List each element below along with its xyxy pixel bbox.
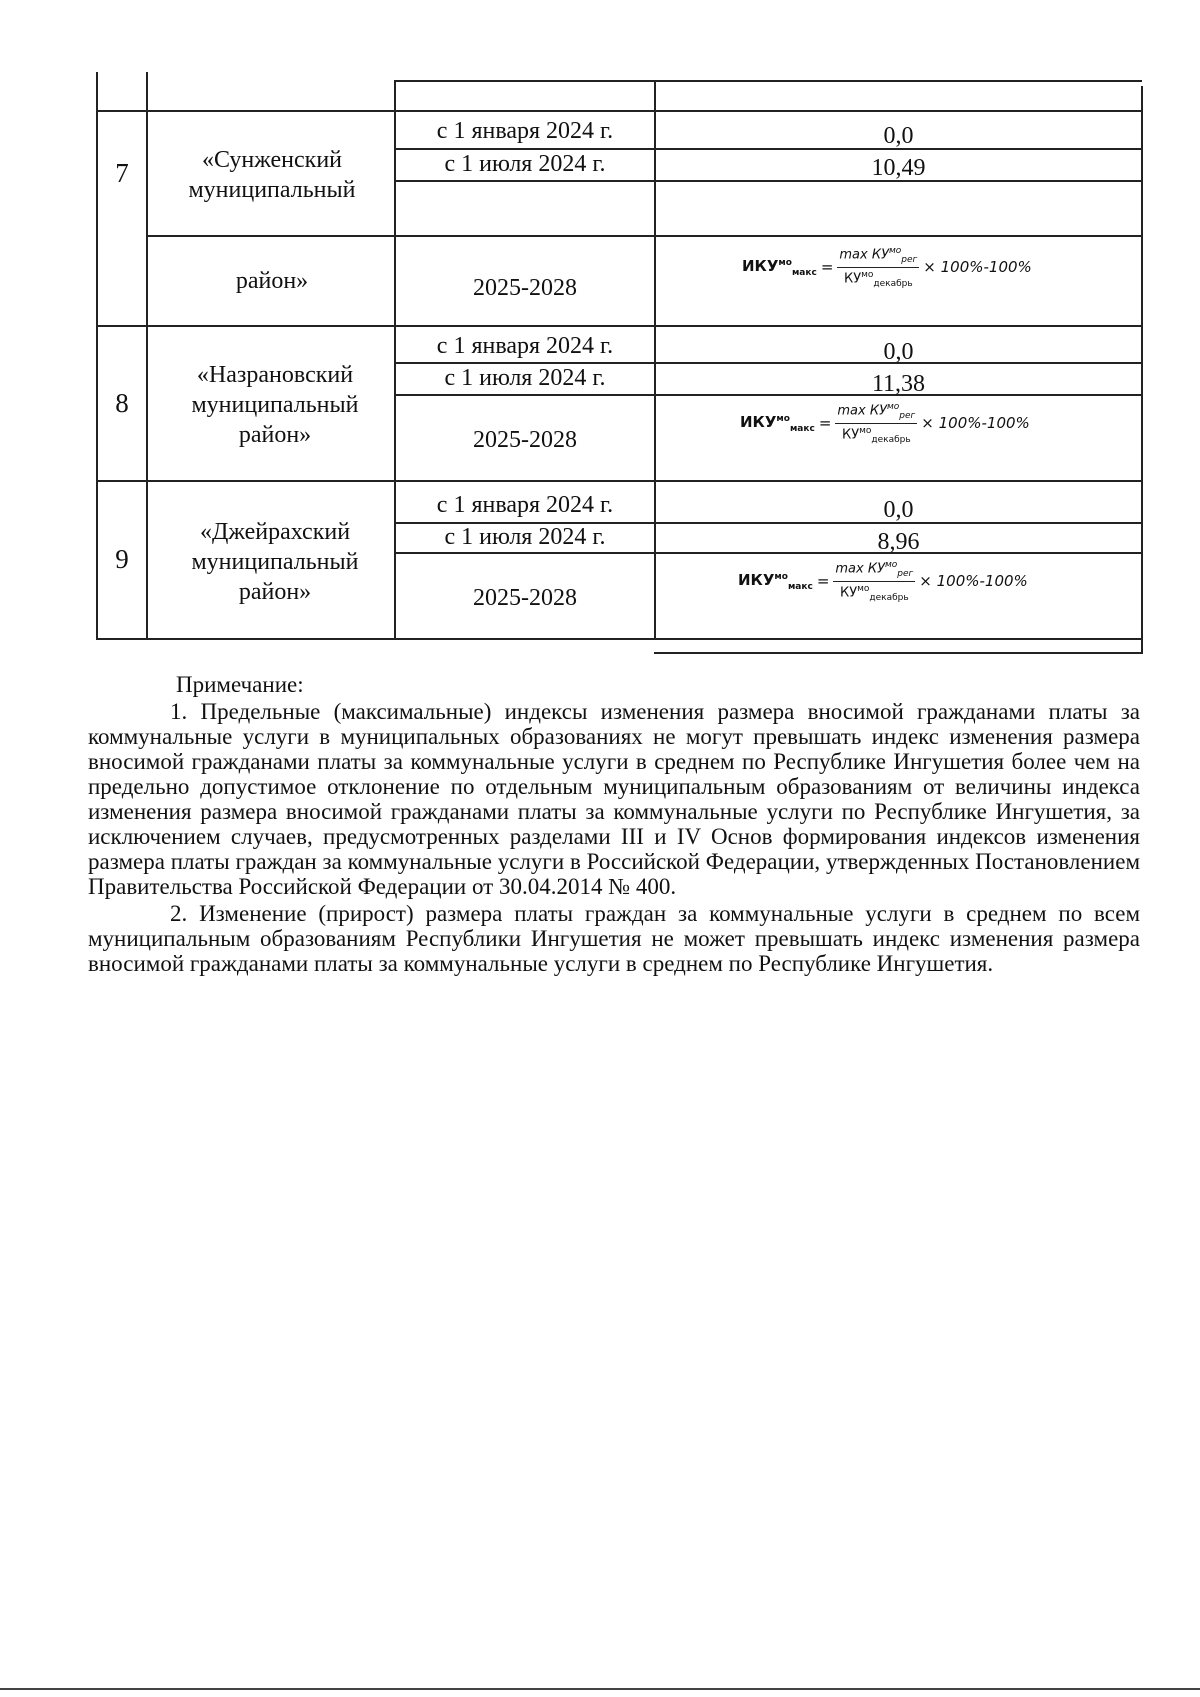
row-8-formula: $ИКУ^{мо}_{макс}$ = $\frac{\max КУ^{мо}_{рег}}{КУ^{мо}_{декабрь}}$ × 100%-100% [740,402,1030,445]
row-9-value-jan: 0,0 [883,497,914,523]
table-border-bottom [96,638,1142,640]
row-9-value-jul: 8,96 [877,529,920,555]
row-8-name: «Назрановский муниципальный район» [191,362,359,448]
row-7-name-continued: район» [235,268,309,294]
table-divider-num [146,72,148,638]
row-9-period-jul: с 1 июля 2024 г. [444,524,606,550]
table-line [654,652,1143,654]
page-bottom-edge [0,1688,1200,1690]
table-border-right [1141,86,1143,654]
row-8-period-jul: с 1 июля 2024 г. [444,365,606,391]
row-7-value-jan: 0,0 [883,123,914,149]
note-section [88,672,1140,976]
row-8-value-jan: 0,0 [883,339,914,365]
row-7-formula: $ИКУ^{мо}_{макс}$ = $\frac{\max КУ^{мо}_{рег}}{КУ^{мо}_{декабрь}}$ × 100%-100% [742,246,1032,289]
row-8-value-jul: 11,38 [871,371,926,397]
row-8-number: 8 [115,387,129,418]
row-8-period-range: 2025-2028 [473,427,577,453]
row-9-number: 9 [115,544,129,574]
row-8-period-jan: с 1 января 2024 г. [436,333,614,359]
note-paragraph-2: 2. Изменение (прирост) размера платы граждан за коммунальные услуги в среднем по всем муниципальным образованиям Республики Ингушетия не может превышать индекс изменения размера вносимой гражданами платы за коммунальные услуги в среднем по Республике Ингушетия. [88,901,1140,976]
row-9-period-jan: с 1 января 2024 г. [436,492,614,518]
row-7-number: 7 [115,157,129,188]
table-line [396,80,1142,82]
row-7-period-range: 2025-2028 [473,274,577,301]
row-9-formula: $ИКУ^{мо}_{макс}$ = $\frac{\max КУ^{мо}_{рег}}{КУ^{мо}_{декабрь}}$ × 100%-100% [738,560,1028,603]
row-7-name: «Сунженский муниципальный [188,147,356,203]
row-9-name: «Джейрахский муниципальный район» [191,519,359,605]
note-paragraph-1: 1. Предельные (максимальные) индексы изменения размера вносимой гражданами платы за коммунальные услуги в муниципальных образованиях не могут превышать индекс изменения размера вносимой гражданами платы за коммунальные услуги в среднем по Республике Ингушетия более чем на предельно допустимое отклонение по отдельным муниципальным образованиям от величины индекса изменения размера вносимой гражданами платы за коммунальные услуги по Республике Ингушетия, за исключением случаев, предусмотренных разделами III и IV Основ формирования индексов изменения размера платы граждан за коммунальные услуги в Российской Федерации, утвержденных Постановлением Правительства Российской Федерации от 30.04.2014 № 400. [88,699,1140,899]
row-7-period-jan: с 1 января 2024 г. [436,118,614,144]
table-line [96,325,1142,327]
row-9-period-range: 2025-2028 [473,585,577,611]
table-line [96,110,1142,112]
table-line [96,480,1142,482]
row-7-value-jul: 10,49 [871,155,926,181]
row-7-period-jul: с 1 июля 2024 г. [444,151,606,177]
note-title: Примечание: [176,672,304,697]
